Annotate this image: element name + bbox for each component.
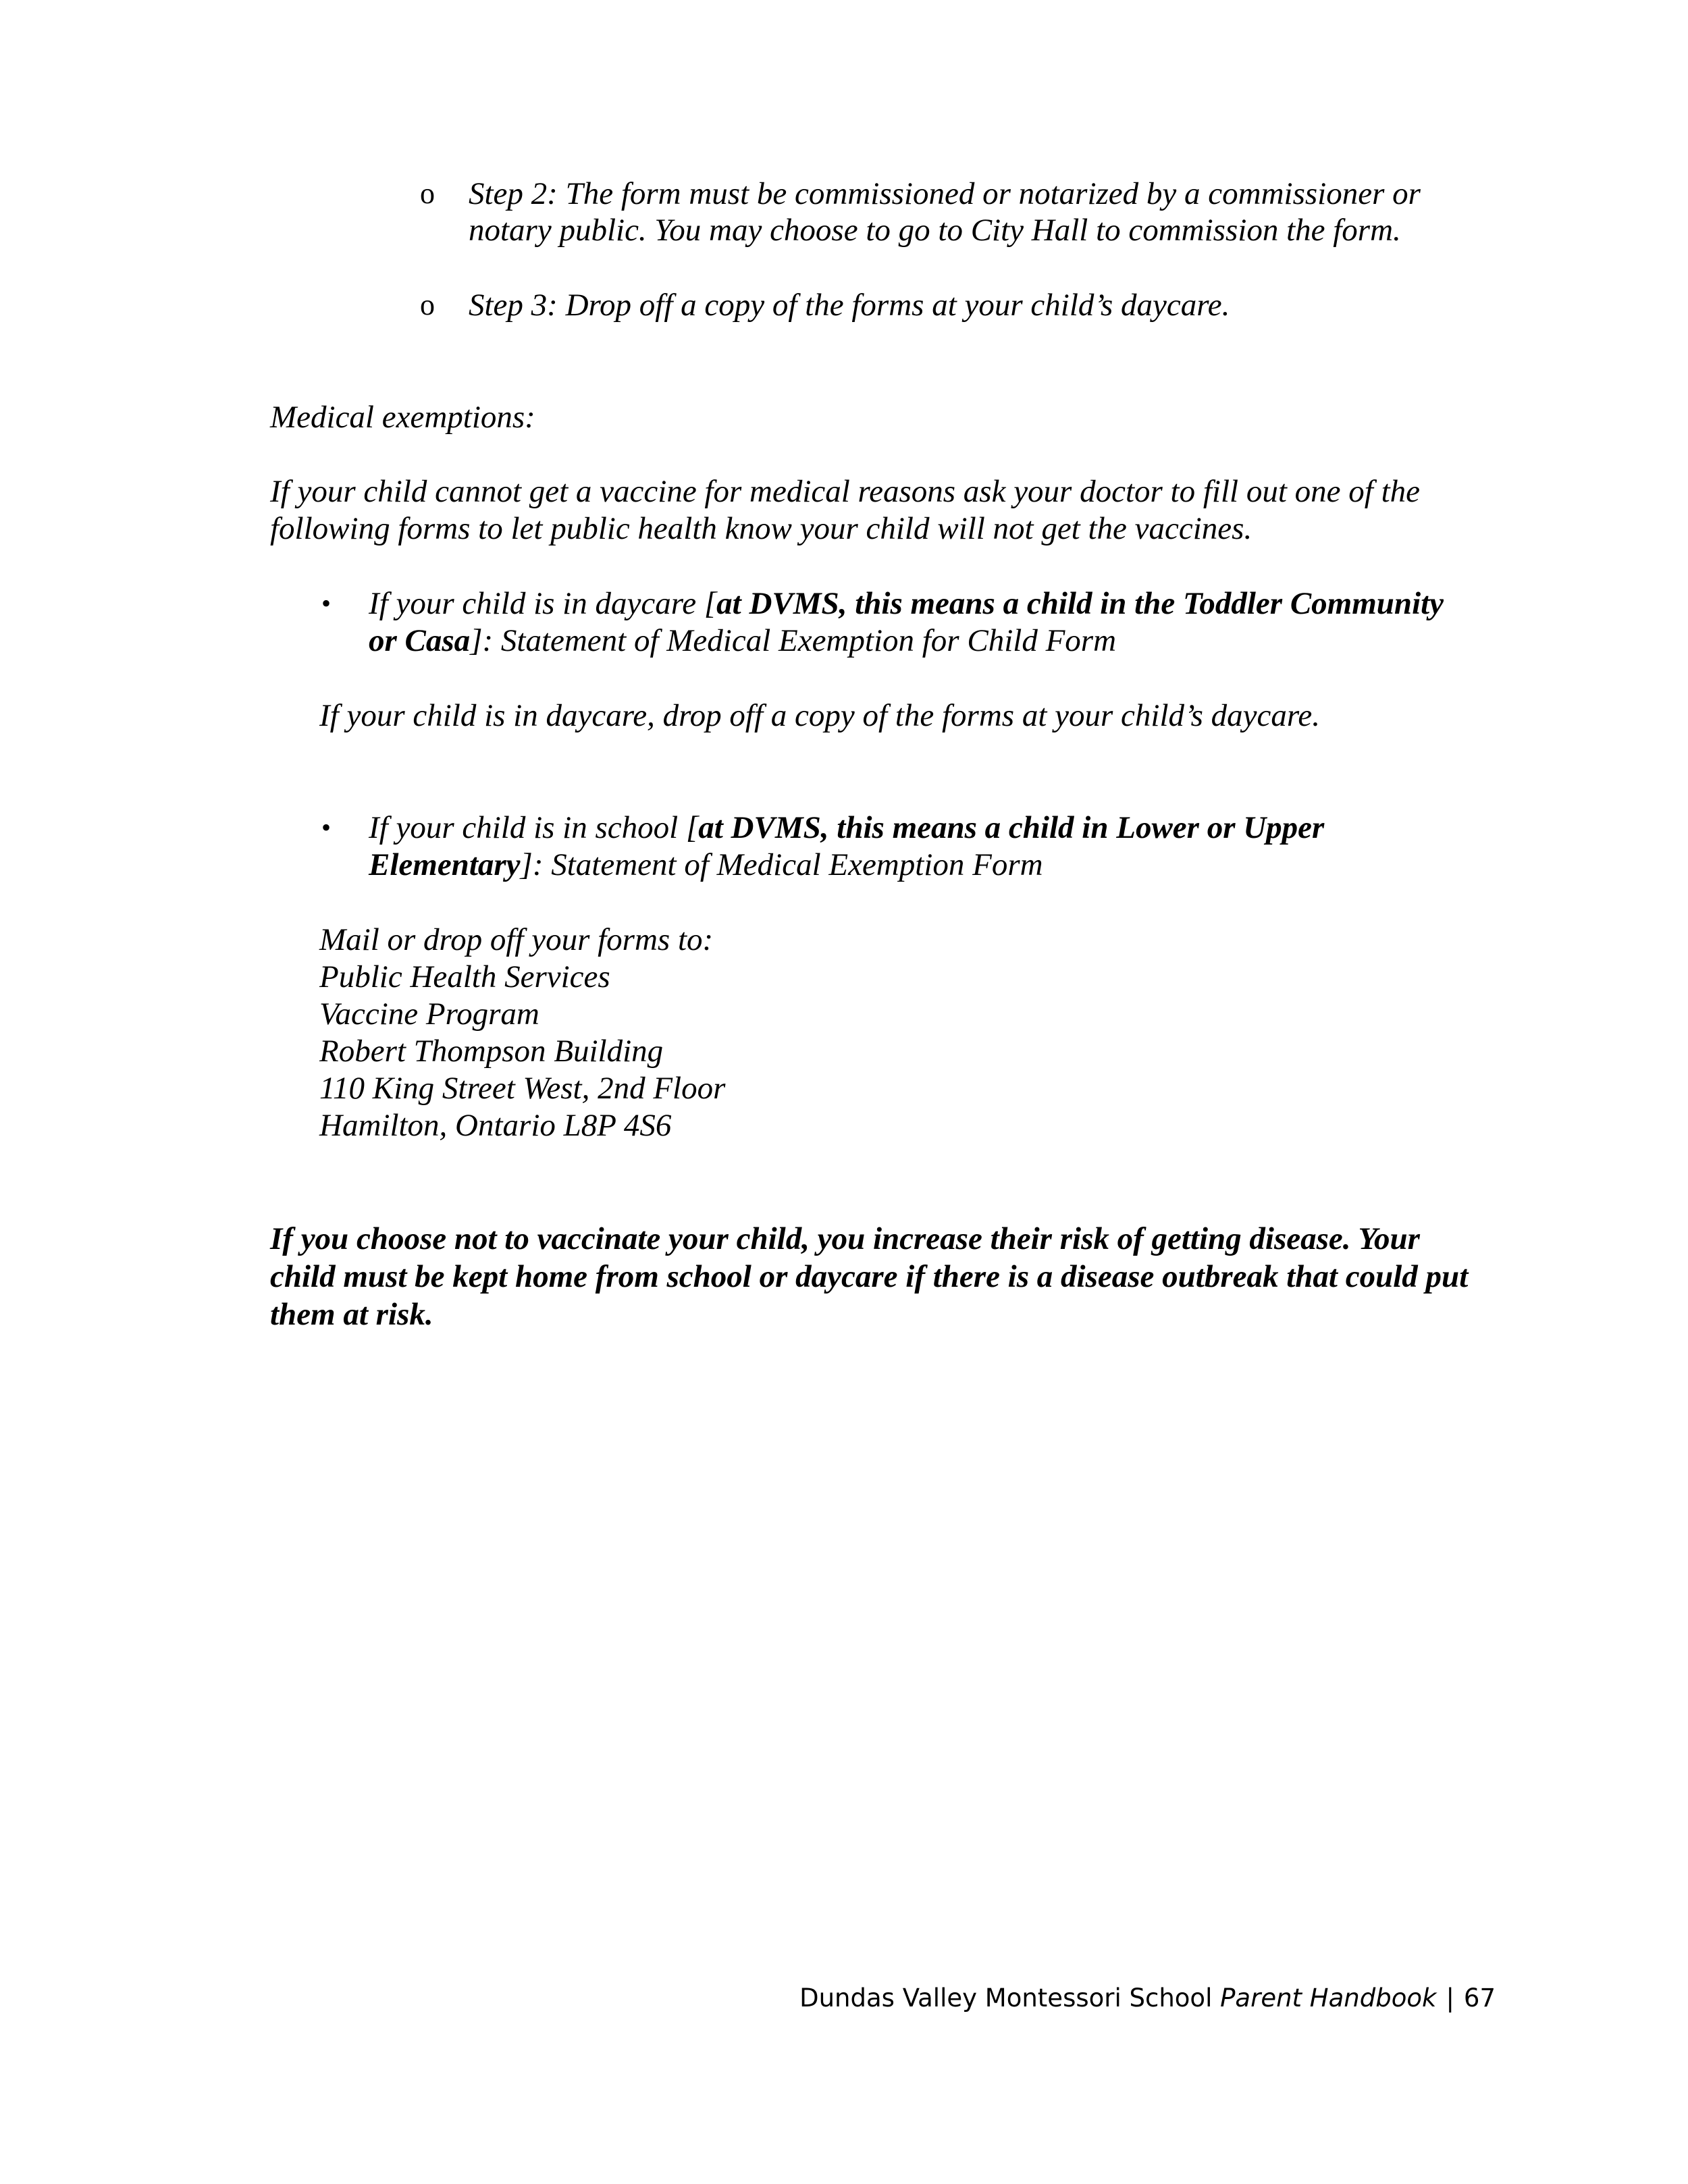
school-item-form-name: ]: Statement of Medical Exemption Form (520, 847, 1043, 882)
vaccination-warning: If you choose not to vaccinate your child, you increase their risk of getting disease. Your child must be kept home from school or daycare if there is a disease outbreak that could put them at risk. (270, 1221, 1469, 1332)
address-line-street: 110 King Street West, 2nd Floor (319, 1071, 726, 1106)
school-item-prefix: If your child is in school [ (369, 810, 699, 845)
step-3-marker: o (420, 288, 435, 321)
medical-exemptions-heading: Medical exemptions: (270, 400, 535, 435)
school-bullet-marker: • (321, 812, 332, 843)
step-3-line-1: Step 3: Drop off a copy of the forms at your child’s daycare. (469, 288, 1230, 323)
daycare-item-dvms-note: at DVMS, this means a child in the Toddler Community (716, 586, 1444, 621)
daycare-item-form-name: ]: Statement of Medical Exemption for Child Form (470, 623, 1117, 658)
daycare-bullet-marker: • (321, 588, 332, 618)
address-line-organization: Public Health Services (319, 959, 610, 994)
daycare-item-dvms-note-end: or Casa (369, 623, 471, 658)
footer-school-name: Dundas Valley Montessori School (799, 1983, 1213, 2013)
step-2-line-1: Step 2: The form must be commissioned or notarized by a commissioner or (469, 176, 1421, 211)
daycare-item-line-2 (369, 622, 1116, 660)
school-item-dvms-note-end: Elementary (369, 847, 521, 882)
school-item-line-1 (369, 809, 1324, 847)
address-line-building: Robert Thompson Building (319, 1034, 664, 1069)
step-2-marker: o (420, 177, 435, 210)
mail-instructions: Mail or drop off your forms to: (319, 922, 714, 957)
daycare-item-prefix: If your child is in daycare [ (369, 586, 717, 621)
footer-separator: | (1446, 1983, 1454, 2013)
address-line-city: Hamilton, Ontario L8P 4S6 (319, 1108, 672, 1143)
page-number: 67 (1463, 1983, 1496, 2013)
address-line-program: Vaccine Program (319, 996, 539, 1032)
step-2-line-2: notary public. You may choose to go to City Hall to commission the form. (469, 213, 1401, 248)
medical-intro-line-2: following forms to let public health know your child will not get the vaccines. (270, 511, 1252, 546)
school-item-line-2 (369, 846, 1043, 884)
school-item-dvms-note: at DVMS, this means a child in Lower or Upper (698, 810, 1325, 845)
footer-document-title: Parent Handbook (1220, 1983, 1437, 2013)
daycare-drop-off-note: If your child is in daycare, drop off a copy of the forms at your child’s daycare. (319, 698, 1321, 733)
medical-intro-line-1: If your child cannot get a vaccine for medical reasons ask your doctor to fill out one of the (270, 474, 1420, 509)
daycare-item-line-1 (369, 585, 1444, 622)
page-footer (799, 1982, 1496, 2015)
